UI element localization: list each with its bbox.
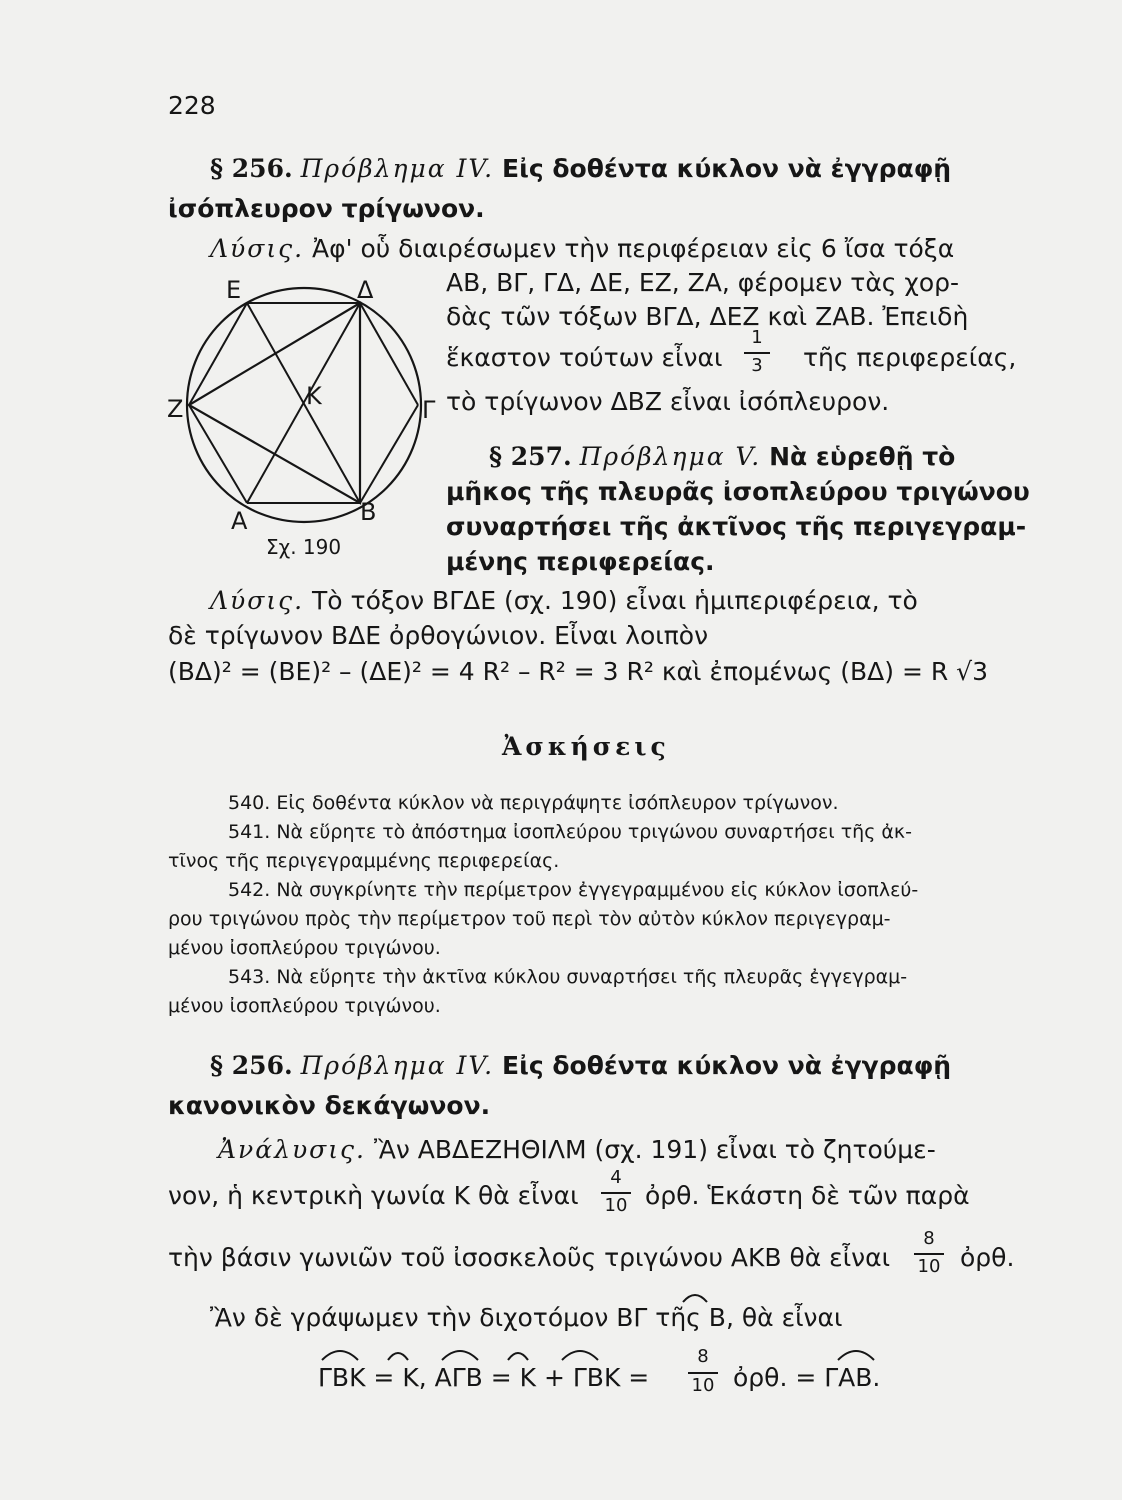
label-D: Δ bbox=[357, 276, 374, 304]
fraction3-bar bbox=[688, 1372, 718, 1374]
page-number: 228 bbox=[168, 91, 216, 120]
analysis-line1 bbox=[218, 1134, 936, 1166]
exercise-541-line2: τῖνος τῆς περιγεγραμμένης περιφερείας. bbox=[168, 850, 560, 872]
solution-257-equation: (ΒΔ)² = (ΒΕ)² – (ΔΕ)² = 4 R² – R² = 3 R² καὶ ἐπομένως (ΒΔ) = R √3 bbox=[168, 657, 988, 686]
solution-256-line4a: ἕκαστον τούτων εἶναι bbox=[446, 343, 723, 372]
section-title: Εἰς δοθέντα κύκλον νὰ ἐγγραφῇ bbox=[502, 1051, 952, 1080]
solution-257-line2: δὲ τρίγωνον ΒΔΕ ὀρθογώνιον. Εἶναι λοιπὸν bbox=[168, 621, 709, 650]
section-number: § 256. bbox=[210, 1051, 293, 1080]
analysis-equation-a: ΓΒΚ = Κ, ΑΓΒ = Κ + ΓΒΚ = bbox=[318, 1363, 650, 1392]
section-257-title-line4: μένης περιφερείας. bbox=[446, 547, 715, 576]
fraction2-denominator: 10 bbox=[917, 1256, 941, 1277]
solution-257-line1 bbox=[210, 585, 918, 617]
arc-GBK2 bbox=[562, 1351, 598, 1360]
exercise-540: 540. Εἰς δοθέντα κύκλον νὰ περιγράψητε ἰσόπλευρον τρίγωνον. bbox=[228, 792, 839, 814]
analysis-text: Ἂν ΑΒΔΕΖΗΘΙΛΜ (σχ. 191) εἶναι τὸ ζητούμε- bbox=[373, 1135, 936, 1164]
analysis-line3a: τὴν βάσιν γωνιῶν τοῦ ἰσοσκελοῦς τριγώνου ΑΚΒ θὰ εἶναι bbox=[168, 1243, 891, 1272]
label-B: Β bbox=[360, 498, 377, 526]
section-256-heading bbox=[210, 153, 951, 185]
solution-256-line3: δὰς τῶν τόξων ΒΓΔ, ΔΕΖ καὶ ΖΑΒ. Ἐπειδὴ bbox=[446, 302, 969, 331]
arc-GAB bbox=[838, 1351, 874, 1360]
solution-label: Λύσις. bbox=[210, 586, 305, 615]
exercise-542-line1: 542. Νὰ συγκρίνητε τὴν περίμετρον ἐγγεγραμμένου εἰς κύκλον ἰσοπλεύ- bbox=[228, 879, 919, 901]
section-256b-heading bbox=[210, 1050, 951, 1082]
fraction2-numerator: 8 bbox=[923, 1228, 935, 1249]
section-title: Εἰς δοθέντα κύκλον νὰ ἐγγραφῇ bbox=[502, 154, 952, 183]
problem-label: Πρόβλημα V. bbox=[579, 442, 762, 471]
figure-190 bbox=[160, 270, 450, 570]
exercises-heading: Ἀσκήσεις bbox=[502, 732, 670, 761]
arc-AGB bbox=[442, 1351, 478, 1360]
section-number: § 256. bbox=[210, 154, 293, 183]
label-Z: Ζ bbox=[167, 395, 184, 423]
analysis-equation-b: ὀρθ. = ΓΑΒ. bbox=[733, 1363, 881, 1392]
exercise-542-line2: ρου τριγώνου πρὸς τὴν περίμετρον τοῦ περὶ τὸν αὐτὸν κύκλον περιγεγραμ- bbox=[168, 908, 891, 930]
solution-label: Λύσις. bbox=[210, 234, 305, 263]
fraction1-denominator: 10 bbox=[604, 1195, 628, 1216]
solution-text: Τὸ τόξον ΒΓΔΕ (σχ. 190) εἶναι ἡμιπεριφέρεια, τὸ bbox=[312, 586, 918, 615]
fraction2-bar bbox=[914, 1253, 944, 1255]
triangle-BDZ bbox=[189, 303, 360, 503]
analysis-line3b: ὀρθ. bbox=[960, 1243, 1015, 1272]
solution-256-line4b: τῆς περιφερείας, bbox=[803, 343, 1017, 372]
section-257-title-line3: συναρτήσει τῆς ἀκτῖνος τῆς περιγεγραμ- bbox=[446, 512, 1027, 541]
exercise-542-line3: μένου ἰσοπλεύρου τριγώνου. bbox=[168, 937, 441, 959]
section-257-heading bbox=[489, 441, 955, 473]
solution-text: Ἀφ' οὗ διαιρέσωμεν τὴν περιφέρειαν εἰς 6 ἴσα τόξα bbox=[312, 234, 955, 263]
solution-256-line1 bbox=[210, 233, 954, 265]
section-number: § 257. bbox=[489, 442, 572, 471]
figure-caption: Σχ. 190 bbox=[266, 535, 342, 559]
fraction-bar bbox=[744, 352, 770, 354]
fraction-numerator: 1 bbox=[751, 327, 763, 348]
analysis-line4: Ἂν δὲ γράψωμεν τὴν διχοτόμον ΒΓ τῆς Β, θὰ εἶναι bbox=[210, 1303, 843, 1332]
label-K: Κ bbox=[306, 382, 322, 410]
section-256b-title-line2: κανονικὸν δεκάγωνον. bbox=[168, 1091, 491, 1120]
fraction1-numerator: 4 bbox=[610, 1167, 622, 1188]
section-257-title-line2: μῆκος τῆς πλευρᾶς ἰσοπλεύρου τριγώνου bbox=[446, 477, 1030, 506]
fraction3-denominator: 10 bbox=[691, 1375, 715, 1396]
fraction3-numerator: 8 bbox=[697, 1346, 709, 1367]
label-G: Γ bbox=[422, 396, 436, 424]
fraction-denominator: 3 bbox=[751, 355, 763, 376]
problem-label: Πρόβλημα IV. bbox=[300, 154, 495, 183]
exercise-543-line2: μένου ἰσοπλεύρου τριγώνου. bbox=[168, 995, 441, 1017]
analysis-label: Ἀνάλυσις. bbox=[218, 1135, 366, 1164]
equation-arc-marks bbox=[310, 1340, 910, 1362]
arc-K2 bbox=[508, 1353, 528, 1360]
section-256-title-line2: ἰσόπλευρον τρίγωνον. bbox=[168, 194, 485, 223]
arc-K bbox=[388, 1353, 408, 1360]
solution-256-line5: τὸ τρίγωνον ΔΒΖ εἶναι ἰσόπλευρον. bbox=[446, 387, 890, 416]
section-title: Νὰ εὑρεθῇ τὸ bbox=[769, 442, 956, 471]
exercise-543-line1: 543. Νὰ εὕρητε τὴν ἀκτῖνα κύκλου συναρτήσει τῆς πλευρᾶς ἐγγεγραμ- bbox=[228, 966, 908, 988]
label-A: Α bbox=[231, 507, 248, 535]
problem-label: Πρόβλημα IV. bbox=[300, 1051, 495, 1080]
arc-GBK bbox=[322, 1351, 358, 1360]
analysis-line2a: νον, ἡ κεντρικὴ γωνία Κ θὰ εἶναι bbox=[168, 1181, 579, 1210]
solution-256-line2: ΑΒ, ΒΓ, ΓΔ, ΔΕ, ΕΖ, ΖΑ, φέρομεν τὰς χορ- bbox=[446, 268, 960, 297]
analysis-line2b: ὀρθ. Ἑκάστη δὲ τῶν παρὰ bbox=[645, 1181, 970, 1210]
fraction1-bar bbox=[601, 1192, 631, 1194]
angle-arc-mark bbox=[680, 1290, 710, 1304]
exercise-541-line1: 541. Νὰ εὕρητε τὸ ἀπόστημα ἰσοπλεύρου τριγώνου συναρτήσει τῆς ἀκ- bbox=[228, 821, 912, 843]
label-E: Ε bbox=[226, 276, 242, 304]
